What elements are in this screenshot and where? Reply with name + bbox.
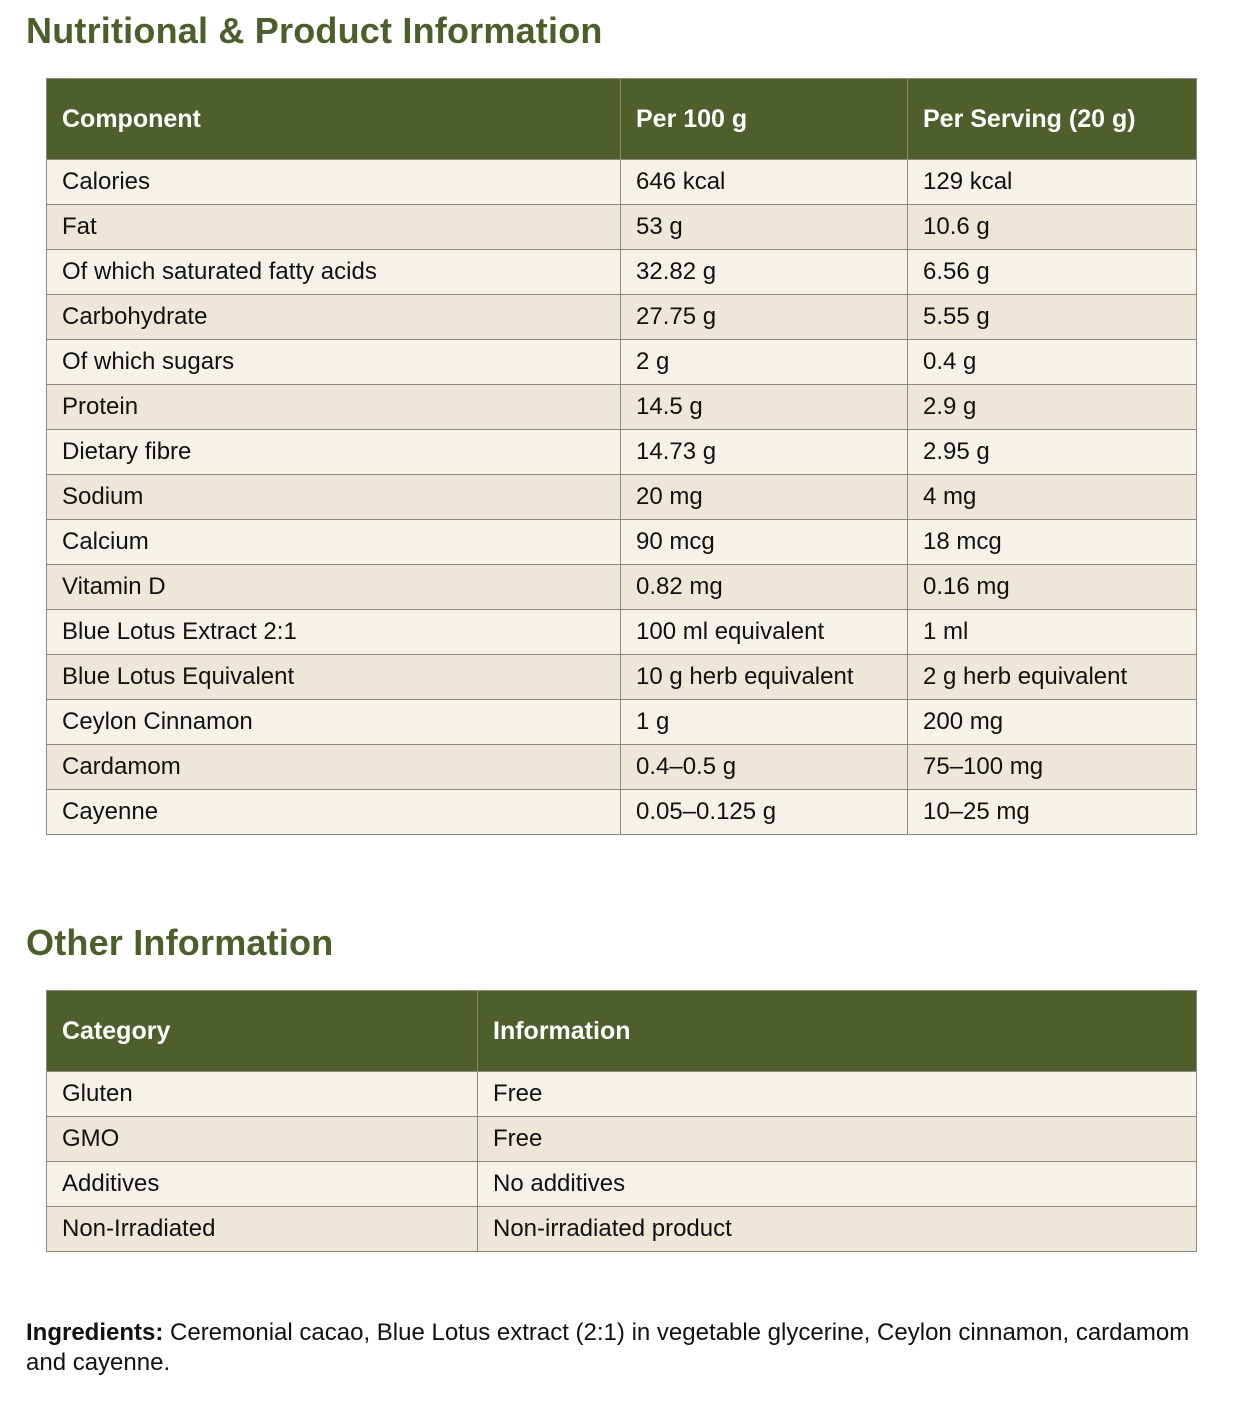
- table-cell: Of which saturated fatty acids: [47, 250, 621, 295]
- table-row: [47, 1162, 1197, 1207]
- table-row: [47, 1117, 1197, 1162]
- table-cell: 10.6 g: [908, 205, 1197, 250]
- table-cell: Of which sugars: [47, 340, 621, 385]
- table-cell: Calcium: [47, 520, 621, 565]
- column-header-information: Information: [478, 991, 1197, 1072]
- table-row: [47, 475, 1197, 520]
- table-cell: Carbohydrate: [47, 295, 621, 340]
- column-header-component: Component: [47, 79, 621, 160]
- table-row: [47, 205, 1197, 250]
- table-cell: 0.05–0.125 g: [621, 790, 908, 835]
- nutrition-table: [46, 78, 1197, 835]
- table-cell: 0.82 mg: [621, 565, 908, 610]
- table-cell: 27.75 g: [621, 295, 908, 340]
- table-cell: No additives: [478, 1162, 1197, 1207]
- ingredients-text: [26, 1318, 1206, 1378]
- table-row: [47, 295, 1197, 340]
- table-cell: Cardamom: [47, 745, 621, 790]
- table-header-row: [47, 991, 1197, 1072]
- table-cell: Sodium: [47, 475, 621, 520]
- ingredients-label: Ingredients:: [26, 1319, 164, 1346]
- table-cell: Dietary fibre: [47, 430, 621, 475]
- table-cell: Non-irradiated product: [478, 1207, 1197, 1252]
- table-cell: Protein: [47, 385, 621, 430]
- table-cell: 6.56 g: [908, 250, 1197, 295]
- table-cell: 10–25 mg: [908, 790, 1197, 835]
- ingredients-list: Ceremonial cacao, Blue Lotus extract (2:1) in vegetable glycerine, Ceylon cinnamon, cardamom and cayenne.: [26, 1319, 1190, 1376]
- other-section-title: Other Information: [26, 922, 334, 963]
- table-row: [47, 655, 1197, 700]
- table-cell: 75–100 mg: [908, 745, 1197, 790]
- table-cell: Ceylon Cinnamon: [47, 700, 621, 745]
- table-row: [47, 430, 1197, 475]
- table-cell: 32.82 g: [621, 250, 908, 295]
- table-row: [47, 520, 1197, 565]
- table-row: [47, 790, 1197, 835]
- table-header-row: [47, 79, 1197, 160]
- column-header-per-serving: Per Serving (20 g): [908, 79, 1197, 160]
- table-cell: 2 g: [621, 340, 908, 385]
- table-cell: 1 ml: [908, 610, 1197, 655]
- table-row: [47, 1207, 1197, 1252]
- column-header-category: Category: [47, 991, 478, 1072]
- table-cell: 646 kcal: [621, 160, 908, 205]
- table-cell: Free: [478, 1117, 1197, 1162]
- table-cell: 200 mg: [908, 700, 1197, 745]
- table-cell: Additives: [47, 1162, 478, 1207]
- table-cell: 53 g: [621, 205, 908, 250]
- table-cell: 14.5 g: [621, 385, 908, 430]
- table-cell: 4 mg: [908, 475, 1197, 520]
- table-cell: 2 g herb equivalent: [908, 655, 1197, 700]
- table-row: [47, 1072, 1197, 1117]
- table-cell: Blue Lotus Extract 2:1: [47, 610, 621, 655]
- table-cell: Cayenne: [47, 790, 621, 835]
- table-row: [47, 250, 1197, 295]
- other-info-table: [46, 990, 1197, 1252]
- table-cell: Fat: [47, 205, 621, 250]
- table-cell: 18 mcg: [908, 520, 1197, 565]
- table-cell: Non-Irradiated: [47, 1207, 478, 1252]
- table-cell: 10 g herb equivalent: [621, 655, 908, 700]
- table-cell: 0.4–0.5 g: [621, 745, 908, 790]
- table-cell: GMO: [47, 1117, 478, 1162]
- table-row: [47, 610, 1197, 655]
- table-row: [47, 565, 1197, 610]
- table-row: [47, 340, 1197, 385]
- table-cell: 2.95 g: [908, 430, 1197, 475]
- column-header-per-100g: Per 100 g: [621, 79, 908, 160]
- table-cell: 5.55 g: [908, 295, 1197, 340]
- table-row: [47, 700, 1197, 745]
- table-cell: 14.73 g: [621, 430, 908, 475]
- table-cell: Vitamin D: [47, 565, 621, 610]
- table-cell: 129 kcal: [908, 160, 1197, 205]
- table-cell: 100 ml equivalent: [621, 610, 908, 655]
- table-row: [47, 385, 1197, 430]
- table-cell: Gluten: [47, 1072, 478, 1117]
- table-cell: Blue Lotus Equivalent: [47, 655, 621, 700]
- table-row: [47, 745, 1197, 790]
- table-cell: 0.16 mg: [908, 565, 1197, 610]
- table-cell: 90 mcg: [621, 520, 908, 565]
- nutrition-section-title: Nutritional & Product Information: [26, 10, 603, 51]
- table-cell: Free: [478, 1072, 1197, 1117]
- table-row: [47, 160, 1197, 205]
- table-cell: 0.4 g: [908, 340, 1197, 385]
- table-cell: 2.9 g: [908, 385, 1197, 430]
- table-cell: 1 g: [621, 700, 908, 745]
- table-cell: Calories: [47, 160, 621, 205]
- table-cell: 20 mg: [621, 475, 908, 520]
